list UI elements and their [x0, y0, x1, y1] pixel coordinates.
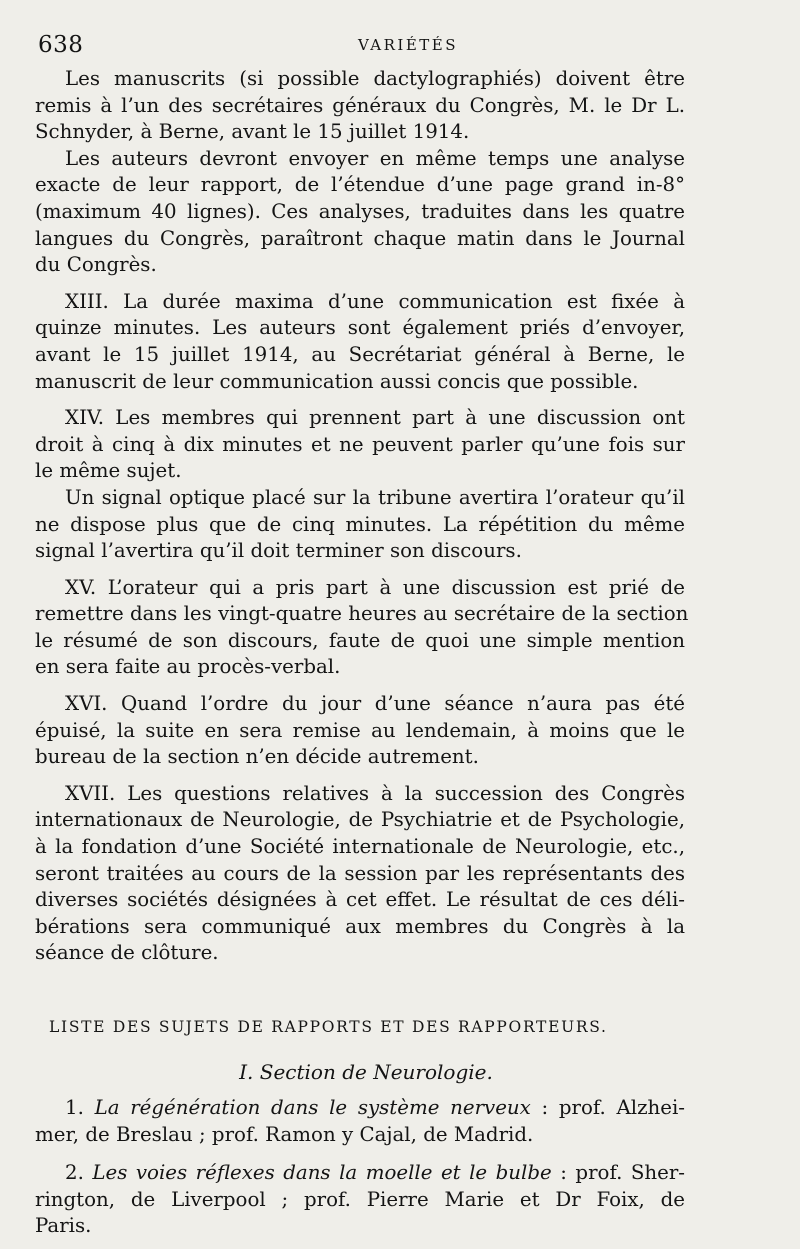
article-xiv — [35, 405, 685, 485]
page-number: 638 — [38, 32, 84, 58]
text-line: XV. L’orateur qui a pris part à une discussion est prié de — [65, 575, 685, 599]
text-line: remis à l’un des secrétaires généraux du Congrès, M. le Dr L. — [35, 93, 685, 117]
paragraph-gap — [35, 395, 685, 405]
text-line: mer, de Breslau ; prof. Ramon y Cajal, de Madrid. — [35, 1122, 534, 1146]
text-line: Les manuscrits (si possible dactylographiés) doivent être — [65, 67, 685, 90]
item-number: 2. — [65, 1161, 84, 1185]
text-line: XIII. La durée maxima d’une communication est fixée à — [65, 289, 685, 313]
item-title: La régénération dans le système nerveux — [94, 1096, 531, 1119]
text-line: droit à cinq à dix minutes et ne peuvent parler qu’une fois sur — [35, 432, 685, 456]
list-heading: LISTE DES SUJETS DE RAPPORTS ET DES RAPPORTEURS. — [49, 1018, 608, 1036]
paragraph-analyses — [35, 146, 685, 279]
paragraph-manuscripts — [35, 66, 685, 146]
text-line: avant le 15 juillet 1914, au Secrétariat général à Berne, le — [35, 342, 685, 366]
text-line: le même sujet. — [35, 459, 182, 483]
article-xv — [35, 575, 689, 681]
text-line: langues du Congrès, paraîtront chaque matin dans le Journal — [35, 226, 685, 250]
text-line: Paris. — [35, 1214, 92, 1238]
text-line: diverses sociétés désignées à cet effet. Le résultat de ces déli- — [35, 888, 685, 912]
item-number: 1. — [65, 1096, 84, 1119]
text-line: exacte de leur rapport, de l’étendue d’une page grand in-8° — [35, 173, 685, 197]
text-line: internationaux de Neurologie, de Psychiatrie et de Psychologie, — [35, 808, 685, 832]
text-line: à la fondation d’une Société internationale de Neurologie, etc., — [35, 835, 685, 859]
text-line: remettre dans les vingt-quatre heures au secrétaire de la section — [35, 602, 689, 626]
item-title: Les voies réflexes dans la moelle et le bulbe — [92, 1161, 552, 1185]
page-body — [35, 66, 689, 1240]
paragraph-gap — [35, 1087, 685, 1095]
text-line: XVII. Les questions relatives à la succession des Congrès — [65, 781, 685, 805]
text-line: épuisé, la suite en sera remise au lendemain, à moins que le — [35, 718, 685, 742]
article-xiii — [35, 289, 685, 395]
text-line: seront traitées au cours de la session par les représentants des — [35, 861, 685, 885]
paragraph-gap — [35, 681, 685, 691]
text-line: Les auteurs devront envoyer en même temps une analyse — [65, 146, 685, 170]
paragraph-gap — [35, 1148, 685, 1160]
text-line: séance de clôture. — [35, 941, 219, 965]
text-line: bérations sera communiqué aux membres du Congrès à la — [35, 914, 685, 938]
text-line: (maximum 40 lignes). Ces analyses, traduites dans les quatre — [35, 199, 685, 223]
section-title: I. Section de Neurologie. — [239, 1060, 493, 1084]
item-rapporteurs: : prof. Alzhei- — [530, 1096, 685, 1119]
text-line: signal l’avertira qu’il doit terminer son discours. — [35, 539, 522, 563]
text-line — [35, 1095, 685, 1122]
text-line: Un signal optique placé sur la tribune avertira l’orateur qu’il — [65, 485, 685, 509]
report-item-1 — [35, 1095, 685, 1148]
article-xvi — [35, 691, 685, 771]
text-line: manuscrit de leur communication aussi concis que possible. — [35, 369, 639, 393]
article-xvii — [35, 781, 685, 967]
text-line: bureau de la section n’en décide autrement. — [35, 745, 479, 769]
page-header — [38, 32, 758, 62]
report-item-2 — [35, 1160, 685, 1240]
text-line: en sera faite au procès-verbal. — [35, 655, 341, 679]
paragraph-signal — [35, 485, 685, 565]
item-rapporteurs: : prof. Sher- — [551, 1161, 685, 1185]
running-head: VARIÉTÉS — [357, 36, 459, 54]
text-line: du Congrès. — [35, 253, 157, 277]
paragraph-gap — [35, 279, 685, 289]
text-line — [35, 1160, 685, 1187]
text-line: quinze minutes. Les auteurs sont également priés d’envoyer, — [35, 316, 685, 340]
text-line: XIV. Les membres qui prennent part à une discussion ont — [65, 406, 685, 430]
paragraph-gap — [35, 565, 685, 575]
text-line: rington, de Liverpool ; prof. Pierre Marie et Dr Foix, de — [35, 1187, 685, 1211]
text-line: Schnyder, à Berne, avant le 15 juillet 1914. — [35, 120, 470, 144]
text-line: ne dispose plus que de cinq minutes. La répétition du même — [35, 512, 685, 536]
paragraph-gap — [35, 771, 685, 781]
text-line: le résumé de son discours, faute de quoi une simple mention — [35, 628, 685, 652]
text-line: XVI. Quand l’ordre du jour d’une séance n’aura pas été — [65, 692, 685, 716]
